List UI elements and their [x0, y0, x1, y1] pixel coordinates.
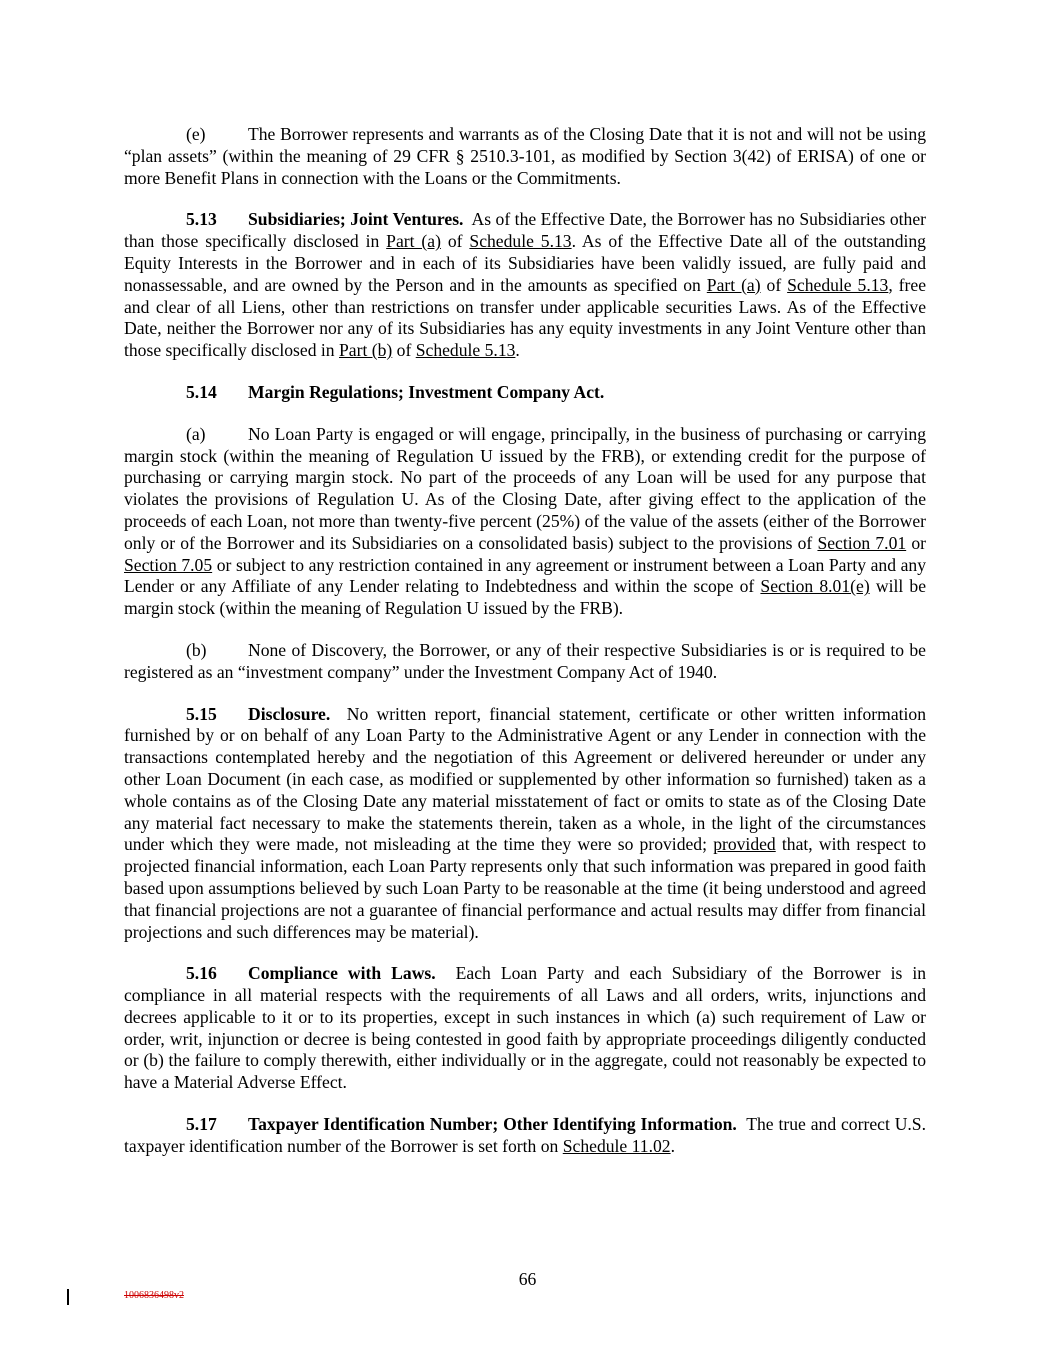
section-text: or subject to any restriction contained in any agreement or instrument between a Loan Party and any Lender or any Affiliate of any Lender relating to Indebtedness and within the scope of [124, 554, 926, 597]
paragraph-e [124, 124, 926, 189]
section-text: will be margin stock (within the meaning of Regulation U issued by the FRB). [124, 576, 927, 619]
schedule-5-13-link[interactable]: Schedule 5.13 [415, 340, 516, 361]
section-5-17 [124, 1114, 926, 1158]
section-text: No written report, financial statement, certificate or other written information furnished by or on behalf of any Loan Party to the Administrative Agent or any Lender in connection with the transactions contemplated hereby and the negotiation of this Agreement or delivered hereunder or under any other Loan Document (in each case, as modified or supplemented by other information so furnished) taken as a whole contains as of the Closing Date any material misstatement of fact or omits to state as of the Closing Date any material fact necessary to make the statements therein, taken as a whole, in the light of the circumstances under which they were made, not misleading at the time they were so provided; [124, 703, 927, 855]
section-text: None of Discovery, the Borrower, or any of their respective Subsidiaries is or is required to be registered as an “investment company” under the Investment Company Act of 1940. [124, 639, 926, 682]
paragraph-text: The Borrower represents and warrants as of the Closing Date that it is not and will not be using “plan assets” (within the meaning of 29 CFR § 2510.3-101, as modified by Section 3(42) of ERISA) of one or more Benefit Plans in connection with the Loans or the Commitments. [124, 124, 926, 188]
section-5-16 [124, 963, 926, 1094]
paragraph-label: (e) [186, 124, 206, 144]
section-5-13 [124, 209, 926, 362]
section-text: Each Loan Party and each Subsidiary of the Borrower is in compliance in all material respects with the requirements of all Laws and all orders, writs, injunctions and decrees applicable to it or to its properties, except in such instances in which (a) such requirement of Law or order, writ, injunction or decree is being contested in good faith by appropriate proceedings diligently conducted or (b) the failure to comply therewith, either individually or in the aggregate, could not reasonably be expected to have a Material Adverse Effect. [124, 963, 927, 1093]
section-7-01-link[interactable]: Section 7.01 [817, 532, 907, 553]
section-heading: Disclosure. [248, 703, 331, 724]
schedule-11-02-link[interactable]: Schedule 11.02 [562, 1135, 671, 1156]
part-a-link[interactable]: Part (a) [706, 274, 761, 295]
section-text: . As of the Effective Date all of the outstanding Equity Interests in the Borrower and in each of its Subsidiaries have been validly issued, are fully paid and nonassessable, and are owned by the Person and in the amounts as specified on [124, 231, 926, 295]
section-text: or [911, 532, 926, 553]
section-text: that, with respect to projected financial information, each Loan Party represents only that such information was prepared in good faith based upon assumptions believed by such Loan Party to be reasonable at the time (it being understood and agreed that financial projections are not a guarantee of financial performance and actual results may differ from financial projections and such differences may be material). [124, 834, 927, 942]
section-number: 5.13 [186, 209, 217, 230]
section-heading: Margin Regulations; Investment Company Act. [248, 381, 605, 402]
section-text: As of the Effective Date, the Borrower has no Subsidiaries other than those specifically disclosed in [124, 209, 927, 252]
part-a-link[interactable]: Part (a) [386, 231, 441, 252]
paragraph-label: (b) [186, 639, 207, 660]
section-heading: Taxpayer Identification Number; Other Identifying Information. [248, 1114, 737, 1135]
document-id: 1006836498v2 [124, 1290, 184, 1301]
provided-term: provided [713, 834, 776, 855]
section-text: The true and correct U.S. taxpayer identification number of the Borrower is set forth on [124, 1114, 926, 1156]
page-number: 66 [518, 1269, 537, 1289]
section-text: , free and clear of all Liens, other than restrictions on transfer under applicable securities Laws. As of the Effective Date, neither the Borrower nor any of its Subsidiaries has any equity investments in any Joint Venture other than those specifically disclosed in [124, 274, 927, 361]
change-bar [67, 1289, 69, 1305]
paragraph-label: (a) [186, 423, 206, 444]
document-page [124, 124, 926, 1178]
schedule-5-13-link[interactable]: Schedule 5.13 [469, 231, 572, 252]
section-number: 5.16 [186, 963, 217, 984]
part-b-link[interactable]: Part (b) [339, 340, 393, 361]
section-8-01e-link[interactable]: Section 8.01(e) [760, 576, 870, 597]
section-heading: Compliance with Laws. [248, 963, 436, 984]
section-text: of [447, 231, 463, 252]
section-text: No Loan Party is engaged or will engage, principally, in the business of purchasing or carrying margin stock (within the meaning of Regulation U issued by the FRB), or extending credit for the purpose of purchasing or carrying margin stock. No part of the proceeds of any Loan will be used for any purpose that violates the provisions of Regulation U. As of the Closing Date, after giving effect to the application of the proceeds of each Loan, not more than twenty-five percent (25%) of the value of the assets (either of the Borrower only or of the Borrower and its Subsidiaries on a consolidated basis) subject to the provisions of [124, 423, 926, 553]
section-5-15 [124, 704, 926, 944]
section-text: of [396, 340, 412, 361]
section-7-05-link[interactable]: Section 7.05 [124, 554, 213, 575]
section-5-14-b [124, 640, 926, 684]
section-heading: Subsidiaries; Joint Ventures. [248, 209, 464, 230]
section-text: of [766, 274, 782, 295]
section-number: 5.17 [186, 1114, 217, 1135]
section-number: 5.14 [186, 381, 217, 402]
schedule-5-13-link[interactable]: Schedule 5.13 [787, 274, 889, 295]
section-text: . [515, 340, 520, 361]
section-number: 5.15 [186, 703, 217, 724]
section-text: . [670, 1135, 675, 1156]
section-5-14-heading [124, 382, 926, 404]
section-5-14-a [124, 424, 926, 620]
